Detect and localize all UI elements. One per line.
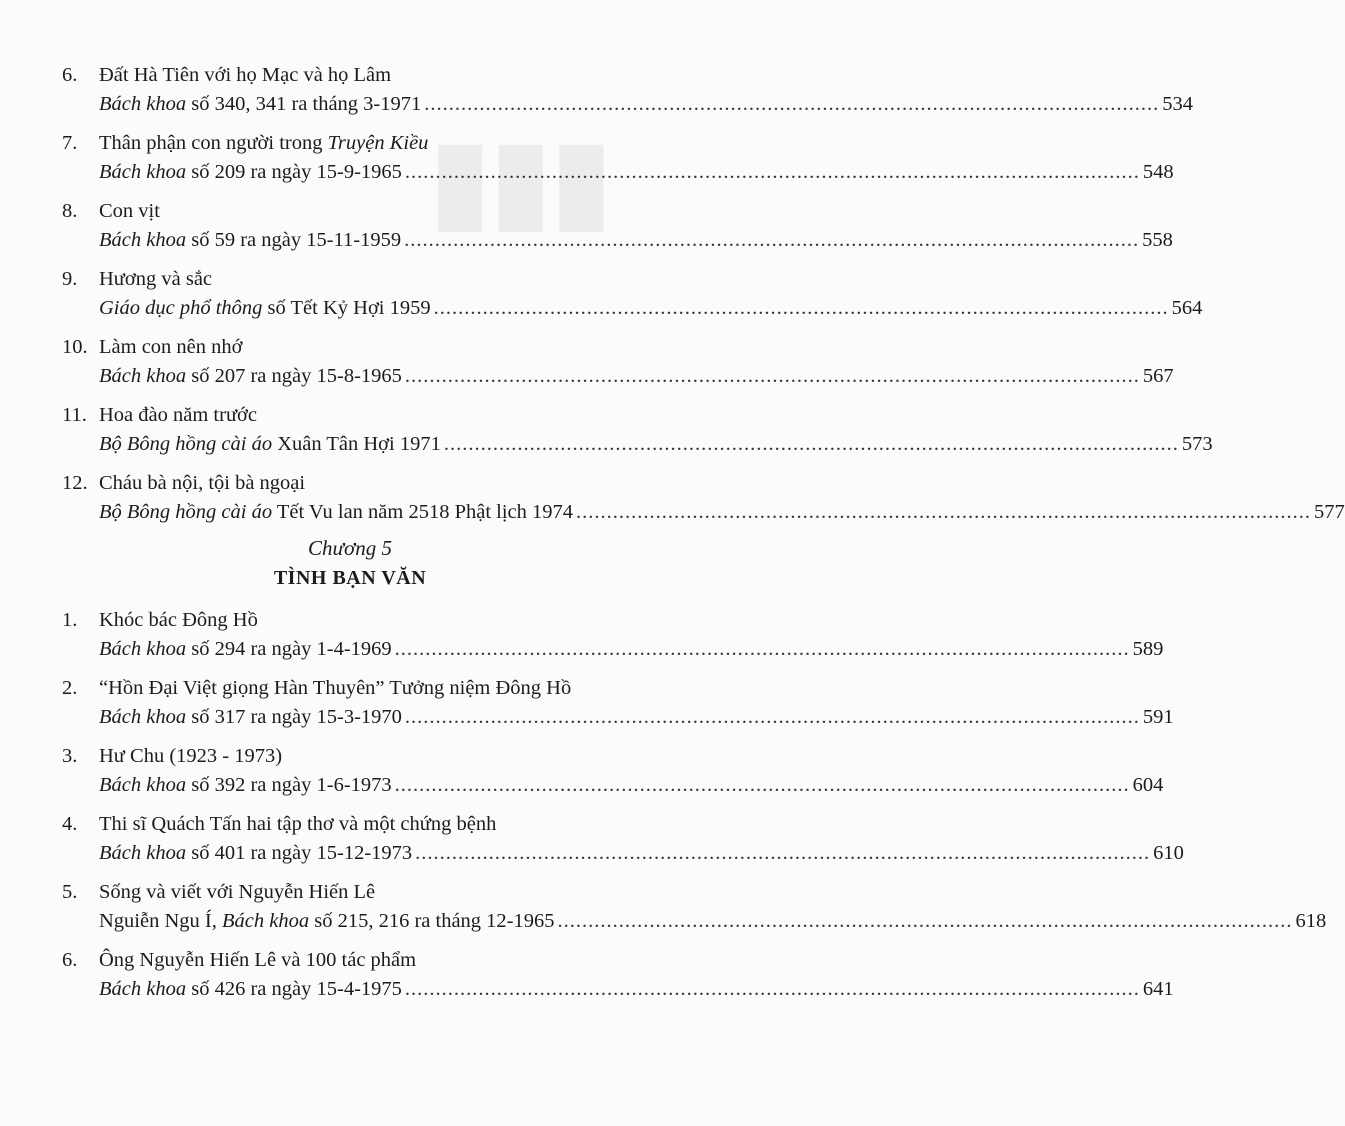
entry-source-part: số 426 ra ngày 15-4-1975: [186, 978, 402, 1000]
entry-page-number: 641: [1142, 978, 1174, 1000]
entry-source-line: [99, 158, 1174, 187]
entry-title: [99, 946, 416, 975]
entry-number: 12.: [62, 472, 88, 494]
entry-title: [99, 742, 282, 771]
entry-page-number: 618: [1295, 910, 1327, 932]
bleed-through-shadow: ▮▮▮: [430, 118, 612, 241]
entry-number: 6.: [62, 949, 78, 971]
entry-title: [99, 606, 258, 635]
entry-title: [99, 61, 391, 90]
entry-source-part: số 209 ra ngày 15-9-1965: [186, 161, 402, 183]
entry-source-line: [99, 226, 1173, 255]
entry-number: 5.: [62, 881, 78, 903]
entry-source: [99, 294, 431, 323]
entry-title: [99, 878, 375, 907]
entry-source: [99, 975, 402, 1004]
entry-source: [99, 362, 402, 391]
entry-source: [99, 771, 392, 800]
entry-title-part: Hương và sắc: [99, 268, 213, 290]
entry-title-part: Hư Chu (1923 - 1973): [99, 745, 283, 767]
entry-page-number: 564: [1171, 297, 1203, 319]
dot-leader: ........................................................................................................................: [404, 229, 1140, 251]
entry-number: 1.: [62, 609, 78, 631]
dot-leader: ........................................................................................................................: [424, 93, 1160, 115]
entry-page-number: 604: [1132, 774, 1164, 796]
entry-source-line: [99, 771, 1164, 800]
entry-number: 7.: [62, 132, 78, 154]
entry-number: 2.: [62, 677, 78, 699]
chapter-label: Chương 5: [308, 536, 392, 560]
entry-number: 11.: [62, 404, 87, 426]
entry-source-line: [99, 90, 1194, 119]
entry-source-line: [99, 703, 1174, 732]
dot-leader: ........................................................................................................................: [404, 365, 1140, 387]
entry-title-part: Truyện Kiều: [327, 132, 429, 154]
dot-leader: ........................................................................................................................: [576, 501, 1312, 523]
entry-title: [99, 265, 212, 294]
entry-source: [99, 430, 441, 459]
entry-page-number: 567: [1142, 365, 1174, 387]
dot-leader: ........................................................................................................................: [415, 842, 1151, 864]
entry-source-part: số 59 ra ngày 15-11-1959: [186, 229, 402, 251]
entry-source-part: số 317 ra ngày 15-3-1970: [186, 706, 402, 728]
entry-source-part: số 401 ra ngày 15-12-1973: [186, 842, 413, 864]
entry-source-part: Bách khoa: [99, 93, 187, 115]
entry-source-part: số 215, 216 ra tháng 12-1965: [309, 910, 555, 932]
entry-page-number: 589: [1132, 638, 1164, 660]
dot-leader: ........................................................................................................................: [443, 433, 1179, 455]
entry-title: [99, 129, 428, 158]
entry-page-number: 558: [1142, 229, 1173, 251]
entry-number: 3.: [62, 745, 78, 767]
entry-source: [99, 703, 402, 732]
entry-source-part: Giáo dục phổ thông: [99, 297, 263, 319]
entry-source: [99, 226, 401, 255]
entry-source: [99, 839, 412, 868]
entry-source: [99, 907, 555, 936]
entry-source-part: số 207 ra ngày 15-8-1965: [186, 365, 402, 387]
entry-source-part: số Tết Kỷ Hợi 1959: [262, 297, 431, 319]
entry-title-part: Khóc bác Đông Hồ: [99, 609, 258, 631]
entry-number: 10.: [62, 336, 88, 358]
entry-source-line: [99, 907, 1327, 936]
entry-title-part: Hoa đào năm trước: [99, 404, 257, 426]
entry-source-part: Bách khoa: [99, 365, 187, 387]
entry-number: 6.: [62, 64, 78, 86]
entry-source-part: Bộ Bông hồng cài áo: [99, 501, 273, 523]
entry-source-line: [99, 294, 1203, 323]
entry-page-number: 591: [1142, 706, 1174, 728]
entry-source-part: Bách khoa: [99, 229, 187, 251]
entry-source-part: Bộ Bông hồng cài áo: [99, 433, 273, 455]
entry-title: [99, 810, 496, 839]
entry-page-number: 573: [1181, 433, 1213, 455]
entry-source-part: số 294 ra ngày 1-4-1969: [186, 638, 392, 660]
entry-title-part: Làm con nên nhớ: [99, 336, 243, 358]
entry-title-part: Thi sĩ Quách Tấn hai tập thơ và một chứng bệnh: [99, 813, 497, 835]
entry-source-part: số 392 ra ngày 1-6-1973: [186, 774, 392, 796]
entry-source-line: [99, 975, 1174, 1004]
entry-source-part: Tết Vu lan năm 2518 Phật lịch 1974: [272, 501, 574, 523]
entry-source-part: Bách khoa: [99, 842, 187, 864]
entry-source: [99, 90, 421, 119]
dot-leader: ........................................................................................................................: [394, 774, 1130, 796]
dot-leader: ........................................................................................................................: [404, 161, 1140, 183]
entry-number: 4.: [62, 813, 78, 835]
entry-source-line: [99, 362, 1174, 391]
entry-source-line: [99, 839, 1184, 868]
entry-source-part: Bách khoa: [99, 161, 187, 183]
entry-number: 9.: [62, 268, 78, 290]
entry-source: [99, 635, 392, 664]
dot-leader: ........................................................................................................................: [394, 638, 1130, 660]
entry-source: [99, 498, 573, 527]
entry-title: [99, 469, 305, 498]
dot-leader: ........................................................................................................................: [404, 978, 1140, 1000]
entry-source-line: [99, 430, 1213, 459]
entry-source-part: Bách khoa: [99, 706, 187, 728]
entry-number: 8.: [62, 200, 78, 222]
entry-title-part: “Hồn Đại Việt giọng Hàn Thuyên” Tưởng niệm Đông Hồ: [99, 677, 572, 699]
entry-title: [99, 197, 160, 226]
entry-source-line: [99, 635, 1164, 664]
chapter-title: TÌNH BẠN VĂN: [273, 567, 427, 589]
entry-source-part: số 340, 341 ra tháng 3-1971: [186, 93, 422, 115]
entry-title-part: Thân phận con người trong: [99, 132, 328, 154]
entry-source-part: Bách khoa: [221, 910, 310, 932]
entry-title: [99, 674, 571, 703]
entry-source: [99, 158, 402, 187]
entry-source-part: Bách khoa: [99, 978, 187, 1000]
entry-title-part: Đất Hà Tiên với họ Mạc và họ Lâm: [99, 64, 392, 86]
entry-title-part: Cháu bà nội, tội bà ngoại: [99, 472, 306, 494]
entry-title-part: Con vịt: [99, 200, 160, 222]
entry-page-number: 610: [1153, 842, 1184, 864]
dot-leader: ........................................................................................................................: [404, 706, 1140, 728]
entry-page-number: 534: [1162, 93, 1194, 115]
entry-source-part: Bách khoa: [99, 774, 187, 796]
entry-page-number: 577: [1314, 501, 1345, 523]
entry-source-part: Xuân Tân Hợi 1971: [272, 433, 441, 455]
dot-leader: ........................................................................................................................: [433, 297, 1169, 319]
entry-source-part: Nguiễn Ngu Í,: [99, 910, 222, 932]
entry-title-part: Ông Nguyễn Hiến Lê và 100 tác phẩm: [99, 949, 417, 971]
entry-source-line: [99, 498, 1345, 527]
entry-title-part: Sống và viết với Nguyễn Hiến Lê: [99, 881, 376, 903]
entry-source-part: Bách khoa: [99, 638, 187, 660]
entry-title: [99, 333, 242, 362]
entry-title: [99, 401, 257, 430]
dot-leader: ........................................................................................................................: [557, 910, 1293, 932]
entry-page-number: 548: [1142, 161, 1174, 183]
